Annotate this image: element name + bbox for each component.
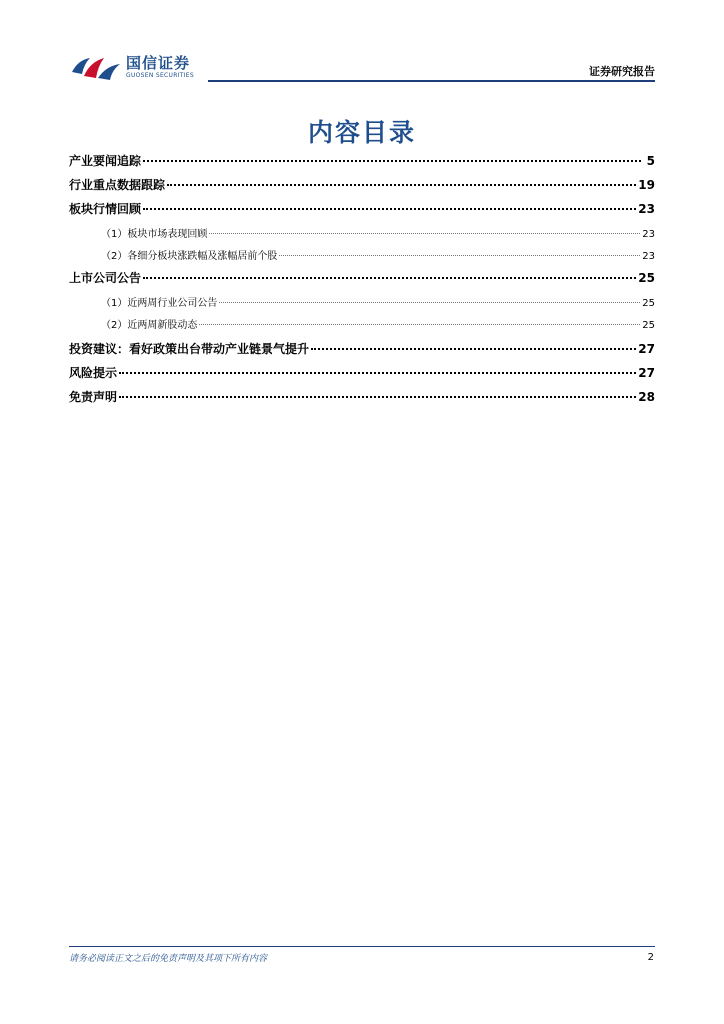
toc-entry-label: 板块行情回顾 xyxy=(69,202,142,216)
toc-entry-page-number: 19 xyxy=(638,178,655,192)
toc-entry-page-number: 25 xyxy=(642,298,655,309)
footer-page-number: 2 xyxy=(647,952,654,963)
toc-entry[interactable] xyxy=(69,176,655,193)
report-type-label: 证券研究报告 xyxy=(589,65,655,78)
toc-leader-dots xyxy=(143,207,636,210)
toc-entry[interactable] xyxy=(69,200,655,217)
guosen-logo xyxy=(70,52,210,84)
toc-leader-dots xyxy=(219,301,640,303)
toc-entry-label: 风险提示 xyxy=(69,366,118,380)
toc-entry-label: 投资建议：看好政策出台带动产业链景气提升 xyxy=(69,342,310,356)
toc-entry[interactable] xyxy=(69,388,655,405)
logo-text-cn: 国信证券 xyxy=(126,54,191,72)
toc-entry-label: （1）板块市场表现回顾 xyxy=(101,229,208,240)
toc-entry[interactable] xyxy=(69,269,655,286)
toc-leader-dots xyxy=(311,347,636,350)
toc-entry[interactable] xyxy=(69,340,655,357)
footer-disclaimer-note: 请务必阅读正文之后的免责声明及其项下所有内容 xyxy=(69,954,268,964)
toc-leader-dots xyxy=(119,371,636,374)
logo-text-en: GUOSEN SECURITIES xyxy=(126,72,195,79)
toc-leader-dots xyxy=(167,183,636,186)
toc-entry[interactable] xyxy=(69,152,655,169)
toc-title: 内容目录 xyxy=(307,118,416,147)
toc-leader-dots xyxy=(279,254,640,256)
toc-entry[interactable] xyxy=(69,225,655,240)
toc-entry-label: 上市公司公告 xyxy=(69,271,142,285)
toc-entry-page-number: 28 xyxy=(638,390,655,404)
toc-entry-page-number: 23 xyxy=(638,202,655,216)
toc-leader-dots xyxy=(143,159,641,162)
toc-leader-dots xyxy=(199,323,640,325)
toc-entry-label: 产业要闻追踪 xyxy=(69,154,142,168)
toc-entry-page-number: 27 xyxy=(638,342,655,356)
toc-leader-dots xyxy=(119,395,636,398)
toc-entry-label: 免责声明 xyxy=(69,390,118,404)
guosen-logo-mark-icon xyxy=(70,54,122,82)
toc-entry[interactable] xyxy=(69,364,655,381)
toc-entry-label: （2）近两周新股动态 xyxy=(101,320,198,331)
toc-entry-page-number: 5 xyxy=(646,154,655,168)
header-divider xyxy=(208,80,655,82)
toc-entry[interactable] xyxy=(69,316,655,331)
toc-entry-label: 行业重点数据跟踪 xyxy=(69,178,166,192)
toc-entry-label: （1）近两周行业公司公告 xyxy=(101,298,218,309)
toc-leader-dots xyxy=(209,232,640,234)
toc-entry-page-number: 23 xyxy=(642,251,655,262)
toc-entry-page-number: 23 xyxy=(642,229,655,240)
toc-entry[interactable] xyxy=(69,294,655,309)
toc-entry-page-number: 27 xyxy=(638,366,655,380)
toc-entry-label: （2）各细分板块涨跌幅及涨幅居前个股 xyxy=(101,251,278,262)
toc-entry-page-number: 25 xyxy=(638,271,655,285)
footer-divider xyxy=(69,946,655,947)
toc-leader-dots xyxy=(143,276,636,279)
toc-entry[interactable] xyxy=(69,247,655,262)
toc-entry-page-number: 25 xyxy=(642,320,655,331)
